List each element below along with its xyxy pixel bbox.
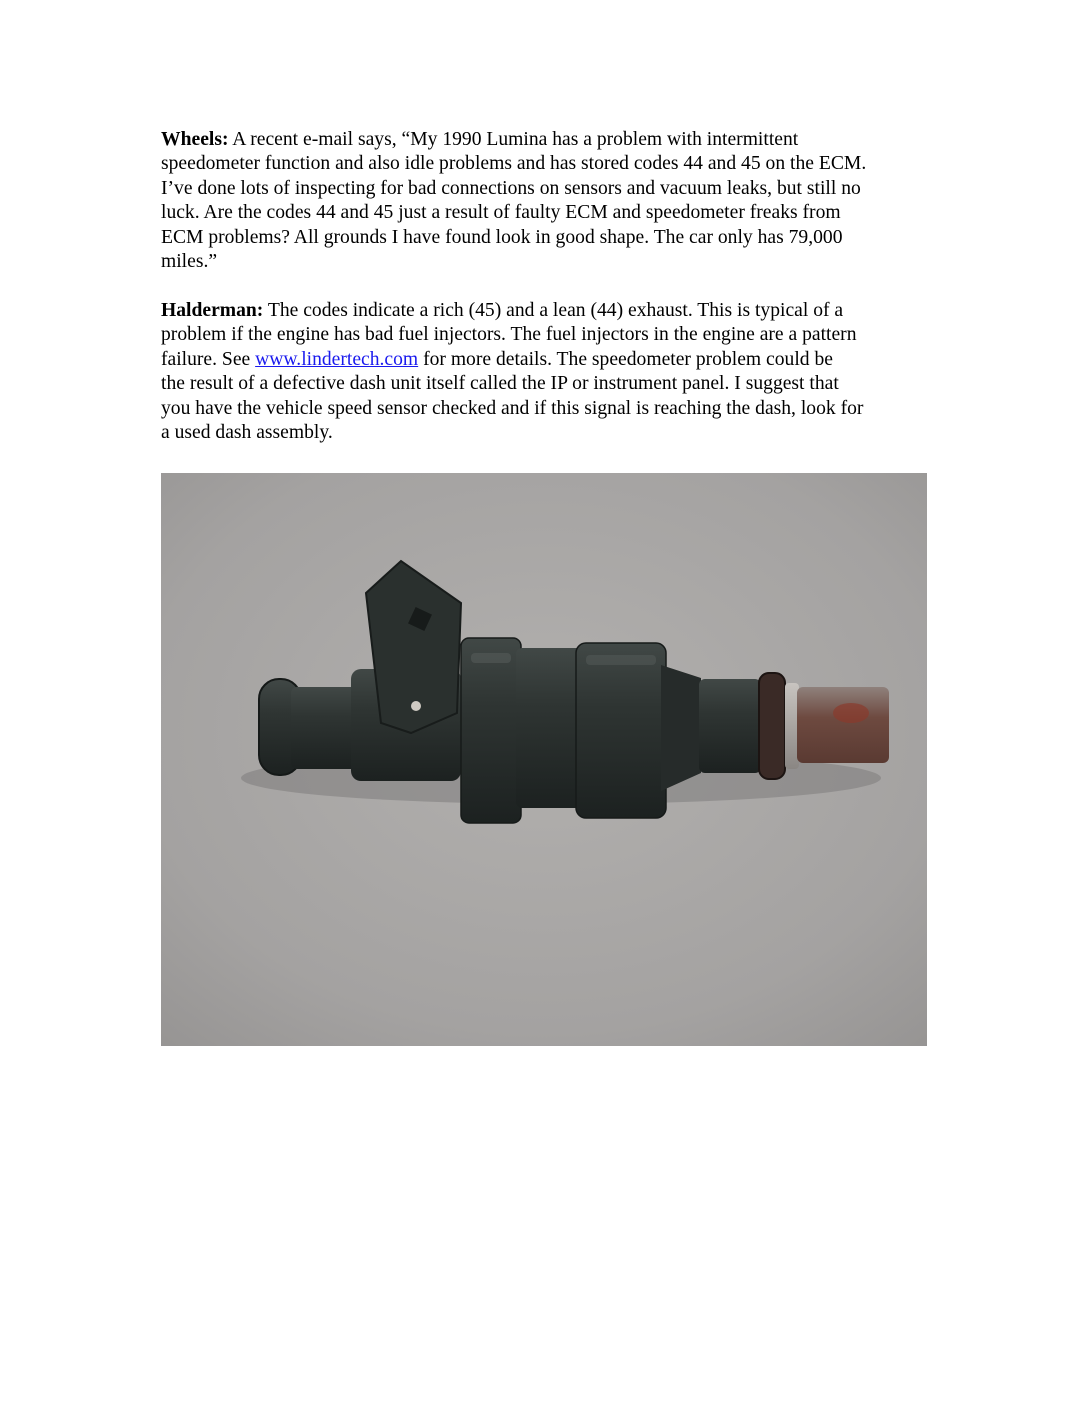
text-line: speedometer function and also idle problems and has stored codes 44 and 45 on the ECM.	[161, 153, 867, 175]
text-line: miles.”	[161, 251, 218, 273]
text-line	[161, 299, 941, 323]
text-line: I’ve done lots of inspecting for bad connections on sensors and vacuum leaks, but still no	[161, 177, 861, 199]
line-text: failure. See	[161, 348, 256, 370]
line-text: The codes indicate a rich (45) and a lean (44) exhaust. This is typical of a	[263, 300, 844, 321]
text-line: a used dash assembly.	[161, 422, 333, 444]
text-line: problem if the engine has bad fuel injectors. The fuel injectors in the engine are a pattern	[161, 324, 857, 346]
text-line: luck. Are the codes 44 and 45 just a result of faulty ECM and speedometer freaks from	[161, 202, 841, 224]
wheels-paragraph	[161, 128, 941, 274]
text-line	[161, 128, 941, 152]
speaker-label-halderman: Halderman:	[161, 300, 264, 321]
fuel-injector-illustration	[161, 473, 927, 1046]
speaker-label-wheels: Wheels:	[161, 129, 229, 150]
text-line: the result of a defective dash unit itself called the IP or instrument panel. I suggest that	[161, 373, 839, 395]
line-text: for more details. The speedometer problem could be	[418, 348, 833, 370]
halderman-paragraph	[161, 299, 941, 445]
lindertech-link[interactable]: www.lindertech.com	[255, 348, 419, 370]
text-line: you have the vehicle speed sensor checked and if this signal is reaching the dash, look for	[161, 397, 864, 419]
text-line: ECM problems? All grounds I have found look in good shape. The car only has 79,000	[161, 226, 843, 248]
fuel-injector-photo	[161, 473, 927, 1046]
text-line	[161, 348, 941, 372]
line-text: A recent e-mail says, “My 1990 Lumina has a problem with intermittent	[228, 129, 799, 150]
